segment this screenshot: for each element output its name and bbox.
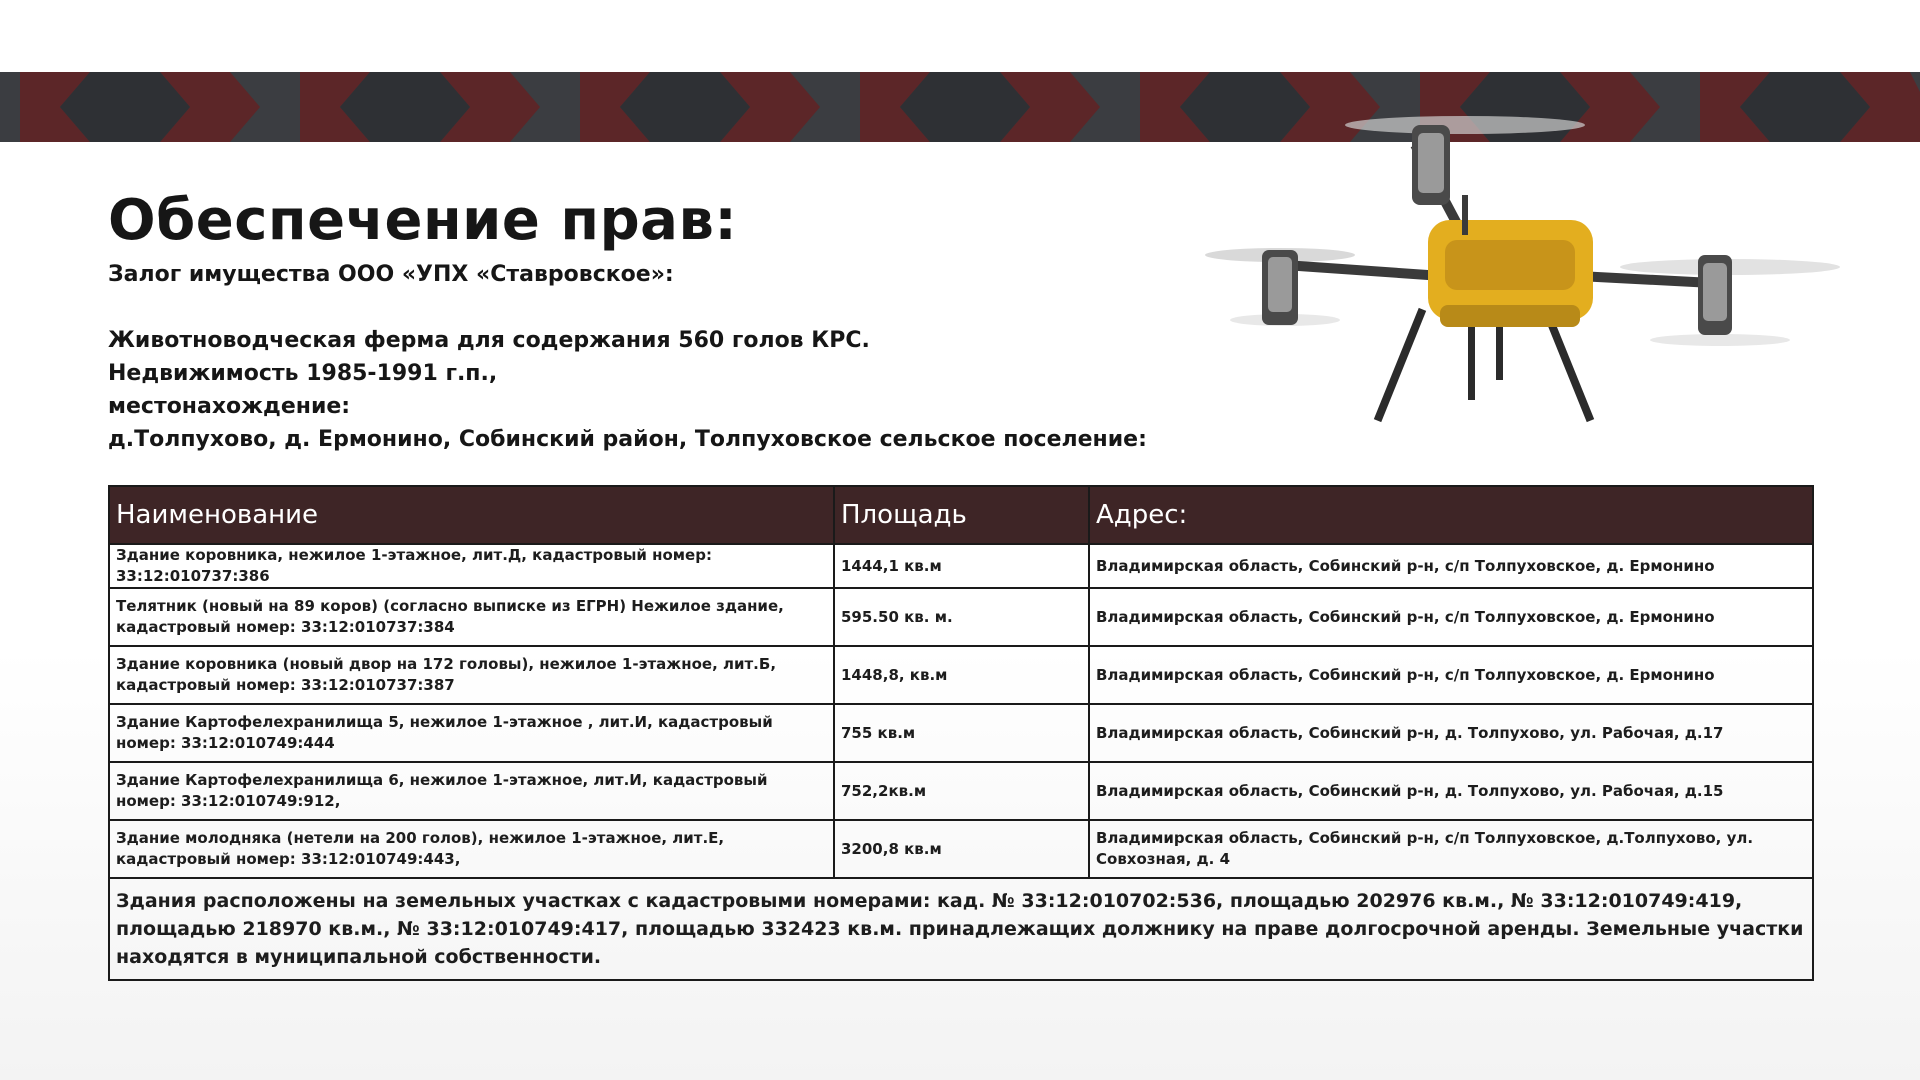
land-plots-note: Здания расположены на земельных участках с кадастровыми номерами: кад. № 33:12:010702:536, площадью 202976 кв.м., № 33:12:010749:419, площадью 218970 кв.м., № 33:12:010749:417, площадью 332423 кв.м. принадлежащих должнику на праве долгосрочной аренды. Земельные участки находятся в муниципальной собственности. [109,878,1813,980]
pledge-line: Залог имущества ООО «УПХ «Ставровское»: [108,262,674,287]
table-row [109,588,1813,646]
intro-spacer [108,291,1158,324]
table-row [109,762,1813,820]
cell-address: Владимирская область, Собинский р-н, с/п Толпуховское, д.Толпухово, ул. Совхозная, д. 4 [1089,820,1813,878]
table-header-row [109,486,1813,544]
cell-name: Здание Картофелехранилища 6, нежилое 1-этажное, лит.И, кадастровый номер: 33:12:010749:912, [109,762,834,820]
intro-text [108,258,1158,456]
cell-area: 595.50 кв. м. [834,588,1089,646]
cell-area: 1444,1 кв.м [834,544,1089,588]
column-header-area: Площадь [834,486,1089,544]
cell-name: Здание Картофелехранилища 5, нежилое 1-этажное , лит.И, кадастровый номер: 33:12:010749:444 [109,704,834,762]
farm-line: Животноводческая ферма для содержания 560 голов КРС. [108,328,870,353]
table-footer-row [109,878,1813,980]
table-row [109,820,1813,878]
cell-area: 1448,8, кв.м [834,646,1089,704]
table-row [109,704,1813,762]
drone-image [1200,95,1860,435]
table-row [109,544,1813,588]
assets-table [108,485,1814,981]
column-header-name: Наименование [109,486,834,544]
cell-address: Владимирская область, Собинский р-н, с/п Толпуховское, д. Ермонино [1089,588,1813,646]
table-row [109,646,1813,704]
location-value: д.Толпухово, д. Ермонино, Собинский район, Толпуховское сельское поселение: [108,427,1147,452]
page-title: Обеспечение прав: [108,188,738,253]
cell-name: Телятник (новый на 89 коров) (согласно выписке из ЕГРН) Нежилое здание, кадастровый номер: 33:12:010737:384 [109,588,834,646]
realty-line: Недвижимость 1985-1991 г.п., [108,361,498,386]
cell-address: Владимирская область, Собинский р-н, д. Толпухово, ул. Рабочая, д.15 [1089,762,1813,820]
cell-address: Владимирская область, Собинский р-н, с/п Толпуховское, д. Ермонино [1089,544,1813,588]
cell-area: 3200,8 кв.м [834,820,1089,878]
cell-address: Владимирская область, Собинский р-н, д. Толпухово, ул. Рабочая, д.17 [1089,704,1813,762]
column-header-address: Адрес: [1089,486,1813,544]
location-label: местонахождение: [108,394,351,419]
cell-name: Здание молодняка (нетели на 200 голов), нежилое 1-этажное, лит.Е, кадастровый номер: 33:12:010749:443, [109,820,834,878]
cell-address: Владимирская область, Собинский р-н, с/п Толпуховское, д. Ермонино [1089,646,1813,704]
cell-area: 755 кв.м [834,704,1089,762]
cell-name: Здание коровника (новый двор на 172 головы), нежилое 1-этажное, лит.Б, кадастровый номер: 33:12:010737:387 [109,646,834,704]
cell-name: Здание коровника, нежилое 1-этажное, лит.Д, кадастровый номер: 33:12:010737:386 [109,544,834,588]
cell-area: 752,2кв.м [834,762,1089,820]
